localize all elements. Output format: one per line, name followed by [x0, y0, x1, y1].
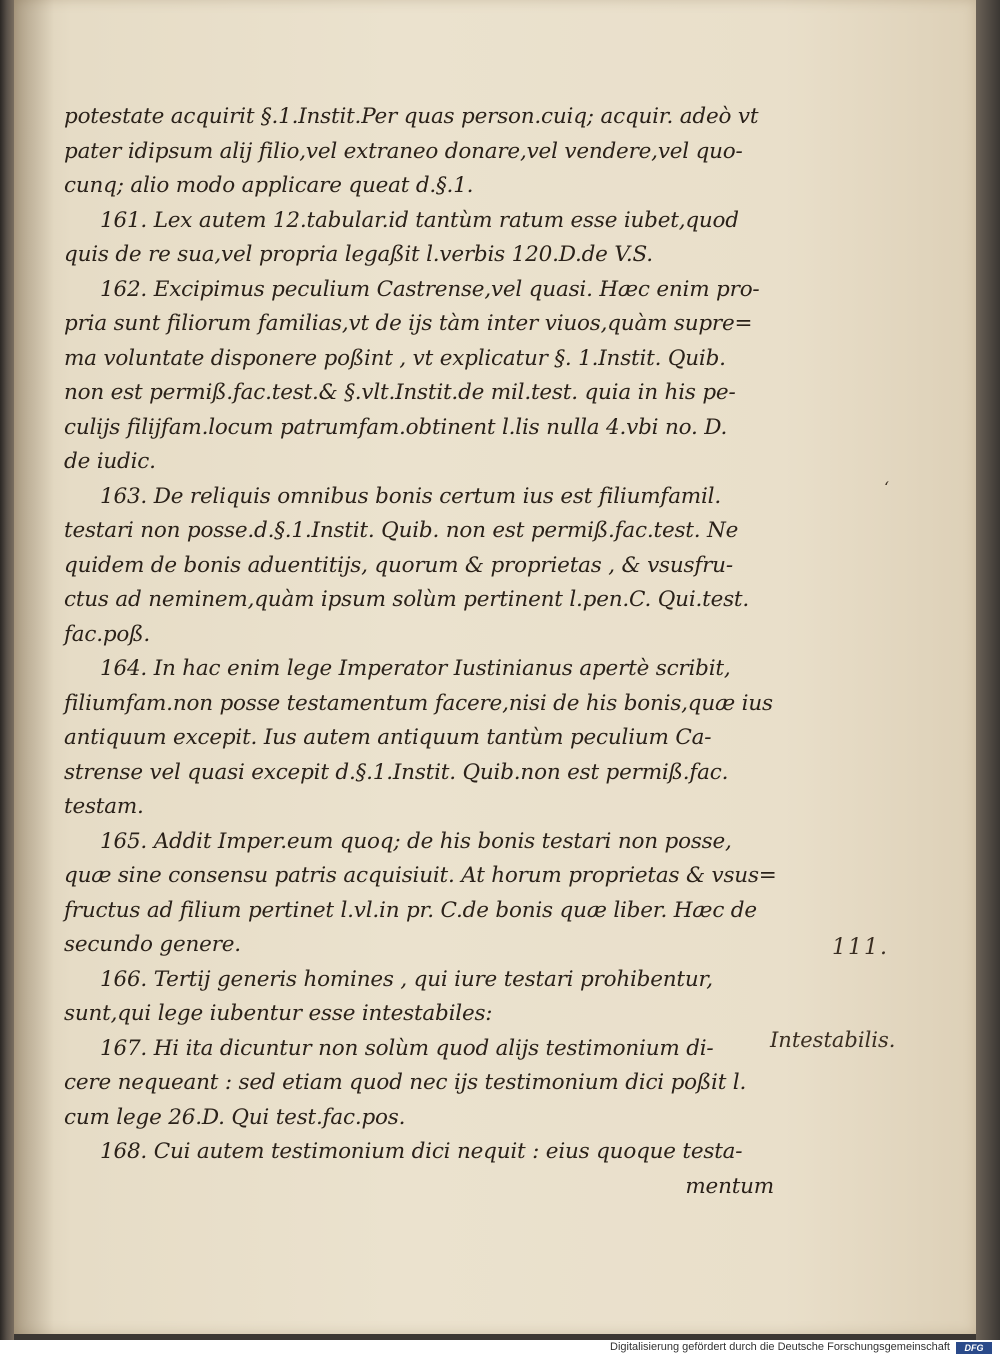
margin-note-167: Intestabilis.: [770, 1028, 896, 1052]
catchword: mentum: [685, 1173, 774, 1199]
text-line: secundo genere.: [64, 932, 241, 957]
text-line: ma voluntate disponere poßint , vt explicatur §. 1.Instit. Quib.: [64, 345, 726, 371]
text-line: cunq; alio modo applicare queat d.§.1.: [64, 173, 474, 198]
text-line: fac.poß.: [64, 621, 150, 647]
text-line: culijs filijfam.locum patrumfam.obtinent l.lis nulla 4.vbi no. D.: [64, 414, 728, 440]
dfg-logo: DFG: [956, 1342, 992, 1354]
paragraph-164: 164. In hac enim lege Imperator Iustinianus apertè scribit,: [100, 656, 731, 681]
paragraph-163: 163. De reliquis omnibus bonis certum ius est filiumfamil.: [100, 483, 721, 509]
text-line: sunt,qui lege iubentur esse intestabiles:: [64, 1001, 493, 1026]
text-line: strense vel quasi excepit d.§.1.Instit. Quib.non est permiß.fac.: [64, 759, 729, 785]
left-book-edge: [0, 0, 14, 1340]
text-line: antiquum excepit. Ius autem antiquum tantùm peculium Ca-: [64, 725, 712, 750]
text-line: pria sunt filiorum familias,vt de ijs tàm inter viuos,quàm supre=: [64, 311, 753, 336]
text-line: testari non posse.d.§.1.Instit. Quib. non est permiß.fac.test. Ne: [64, 518, 739, 543]
paragraph-168: 168. Cui autem testimonium dici nequit : eius quoque testa-: [100, 1139, 743, 1164]
paragraph-166: 166. Tertij generis homines , qui iure testari prohibentur,: [100, 966, 713, 992]
text-line: cum lege 26.D. Qui test.fac.pos.: [64, 1104, 406, 1130]
right-book-edge: [976, 0, 1000, 1340]
page-text-body: [64, 100, 777, 1204]
text-line: potestate acquirit §.1.Instit.Per quas person.cuiq; acquir. adeò vt: [64, 104, 759, 129]
text-line: pater idipsum alij filio,vel extraneo donare,vel vendere,vel quo-: [64, 138, 743, 164]
text-line: filiumfam.non posse testamentum facere,nisi de his bonis,quæ ius: [64, 690, 773, 716]
text-line: fructus ad filium pertinet l.vl.in pr. C.de bonis quæ liber. Hæc de: [64, 897, 757, 923]
text-line: testam.: [64, 794, 144, 819]
paragraph-167: 167. Hi ita dicuntur non solùm quod alijs testimonium di-: [100, 1035, 714, 1061]
text-line: cere nequeant : sed etiam quod nec ijs testimonium dici poßit l.: [64, 1070, 747, 1095]
text-line: de iudic.: [64, 449, 156, 474]
paragraph-165: 165. Addit Imper.eum quoq; de his bonis testari non posse,: [100, 828, 732, 854]
paragraph-161: 161. Lex autem 12.tabular.id tantùm ratum esse iubet,quod: [100, 207, 739, 233]
text-line: quis de re sua,vel propria legaßit l.verbis 120.D.de V.S.: [64, 242, 653, 267]
margin-note-166: 111.: [832, 935, 889, 960]
paragraph-162: 162. Excipimus peculium Castrense,vel quasi. Hæc enim pro-: [100, 276, 760, 302]
text-line: ctus ad neminem,quàm ipsum solùm pertinent l.pen.C. Qui.test.: [64, 587, 750, 612]
digitization-credit: Digitalisierung gefördert durch die Deutsche Forschungsgemeinschaft: [610, 1341, 950, 1353]
text-line: quidem de bonis aduentitijs, quorum & proprietas , & vsusfru-: [64, 552, 733, 578]
text-line: non est permiß.fac.test.& §.vlt.Instit.de mil.test. quia in his pe-: [64, 380, 736, 405]
margin-mark: ʻ: [884, 478, 890, 497]
text-line: quæ sine consensu patris acquisiuit. At horum proprietas & vsus=: [64, 863, 777, 888]
binding-shadow: [14, 0, 54, 1334]
